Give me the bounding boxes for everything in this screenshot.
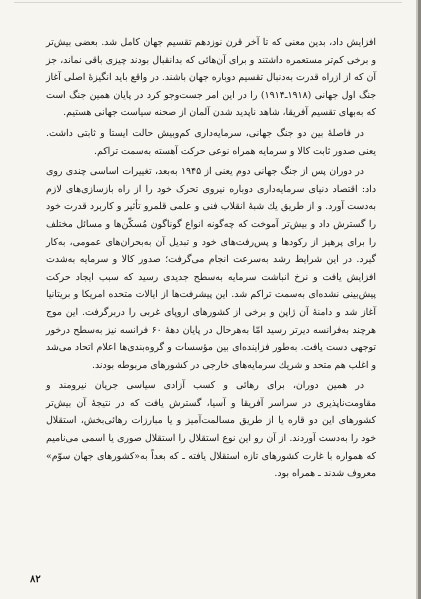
page-top-rule (14, 2, 402, 3)
paragraph: در همین دوران، برای رهائی و کسب آزادی سیاسی جریان نیرومند و مقاومت‌ناپذیری در سراسر آفریقا و آسیا، گسترش یافت که در نتیجهٔ آن بیش‌تر کشورهای این دو قاره یا از طریق مسالمت‌آمیز و یا مبارزات رهائی‌بخش، استقلال خود را به‌دست آوردند. از آن رو این نوع استقلال را استقلال صوری یا اسمی می‌نامیم که همواره با غارت کشورهای تازه استقلال یافته ـ که بعداً به‌«کشورهای جهان سوّم» معروف شدند ـ همراه بود. (46, 380, 376, 480)
paragraph: افزایش داد، بدین معنی که تا آخر قرن نوزدهم تقسیم جهان کامل شد. بعضی بیش‌تر و برخی کم‌تر مستعمره داشتند و برای آن‌هائی که بدانقبال بودند چیزی باقی نماند، جز آن که از ازراه قدرت به‌دنبال تقسیم دوباره جهان باشند. در واقع باید انگیزهٔ اصلی آغاز جنگ اول جهانی (۱۹۱۸ـ۱۹۱۴) را در این امر جست‌وجو کرد در پایان همین جنگ است که به‌بهای تقسیم آفریقا، شاهد ناپدید شدن آلمان از صحنه سیاست جهانی هستیم. (46, 37, 376, 119)
body-text (46, 34, 376, 486)
paragraph: در فاصلهٔ بین دو جنگ جهانی، سرمایه‌داری کم‌وبیش حالت ایستا و ثابتی داشت. یعنی صدور ثابت کالا و سرمایه همراه نوعی حرکت آهسته به‌سمت تراکم. (46, 127, 376, 157)
paragraph: در دوران پس از جنگ جهانی دوم یعنی از ۱۹۴۵ به‌بعد، تغییرات اساسی چندی روی داد: اقتصاد دنیای سرمایه‌داری دوباره نیروی تحرک خود را از راه بازسازی‌های لازم به‌دست آورد. و از طریق یك شبهٔ انقلاب فنی و علمی قلمرو تأثیر و کاربرد قدرت خود را گسترش داد و بیش‌تر آموخت که چه‌گونه انواع گوناگون مُسکّن‌ها و مسائل مختلف را برای پرهیز از رکودها و پس‌رفت‌های خود و تبدیل آن به‌بحران‌های عمومی، به‌کار گیرد. در این شرایط رشد به‌سرعت انجام می‌گرفت؛ صدور کالا و سرمایه به‌شدت افزایش یافت و نرخ انباشت سرمایه به‌سطح جدیدی رسید که سبب ایجاد حرکت پیش‌بینی نشده‌ای به‌سمت تراکم شد. این پیشرفت‌ها از ایالات متحده امریکا و بریتانیا آغاز شد و دامنهٔ آن ژاپن و برخی از کشورهای اروپای غربی را دربرگرفت. این موج هرچند به‌فرانسه دیرتر رسید امّا به‌هرحال در پایان دههٔ ۶۰ فرانسه نیز به‌سطح درخور توجهی دست یافت. به‌طور فزاینده‌ای بین مؤسسات و گروه‌بندی‌ها اعلام اتحاد می‌شد و اغلب هم متحد و شریك سرمایه‌های خارجی در کشورهای مربوطه بودند. (46, 166, 377, 371)
page-number: ۸۲ (30, 574, 41, 585)
